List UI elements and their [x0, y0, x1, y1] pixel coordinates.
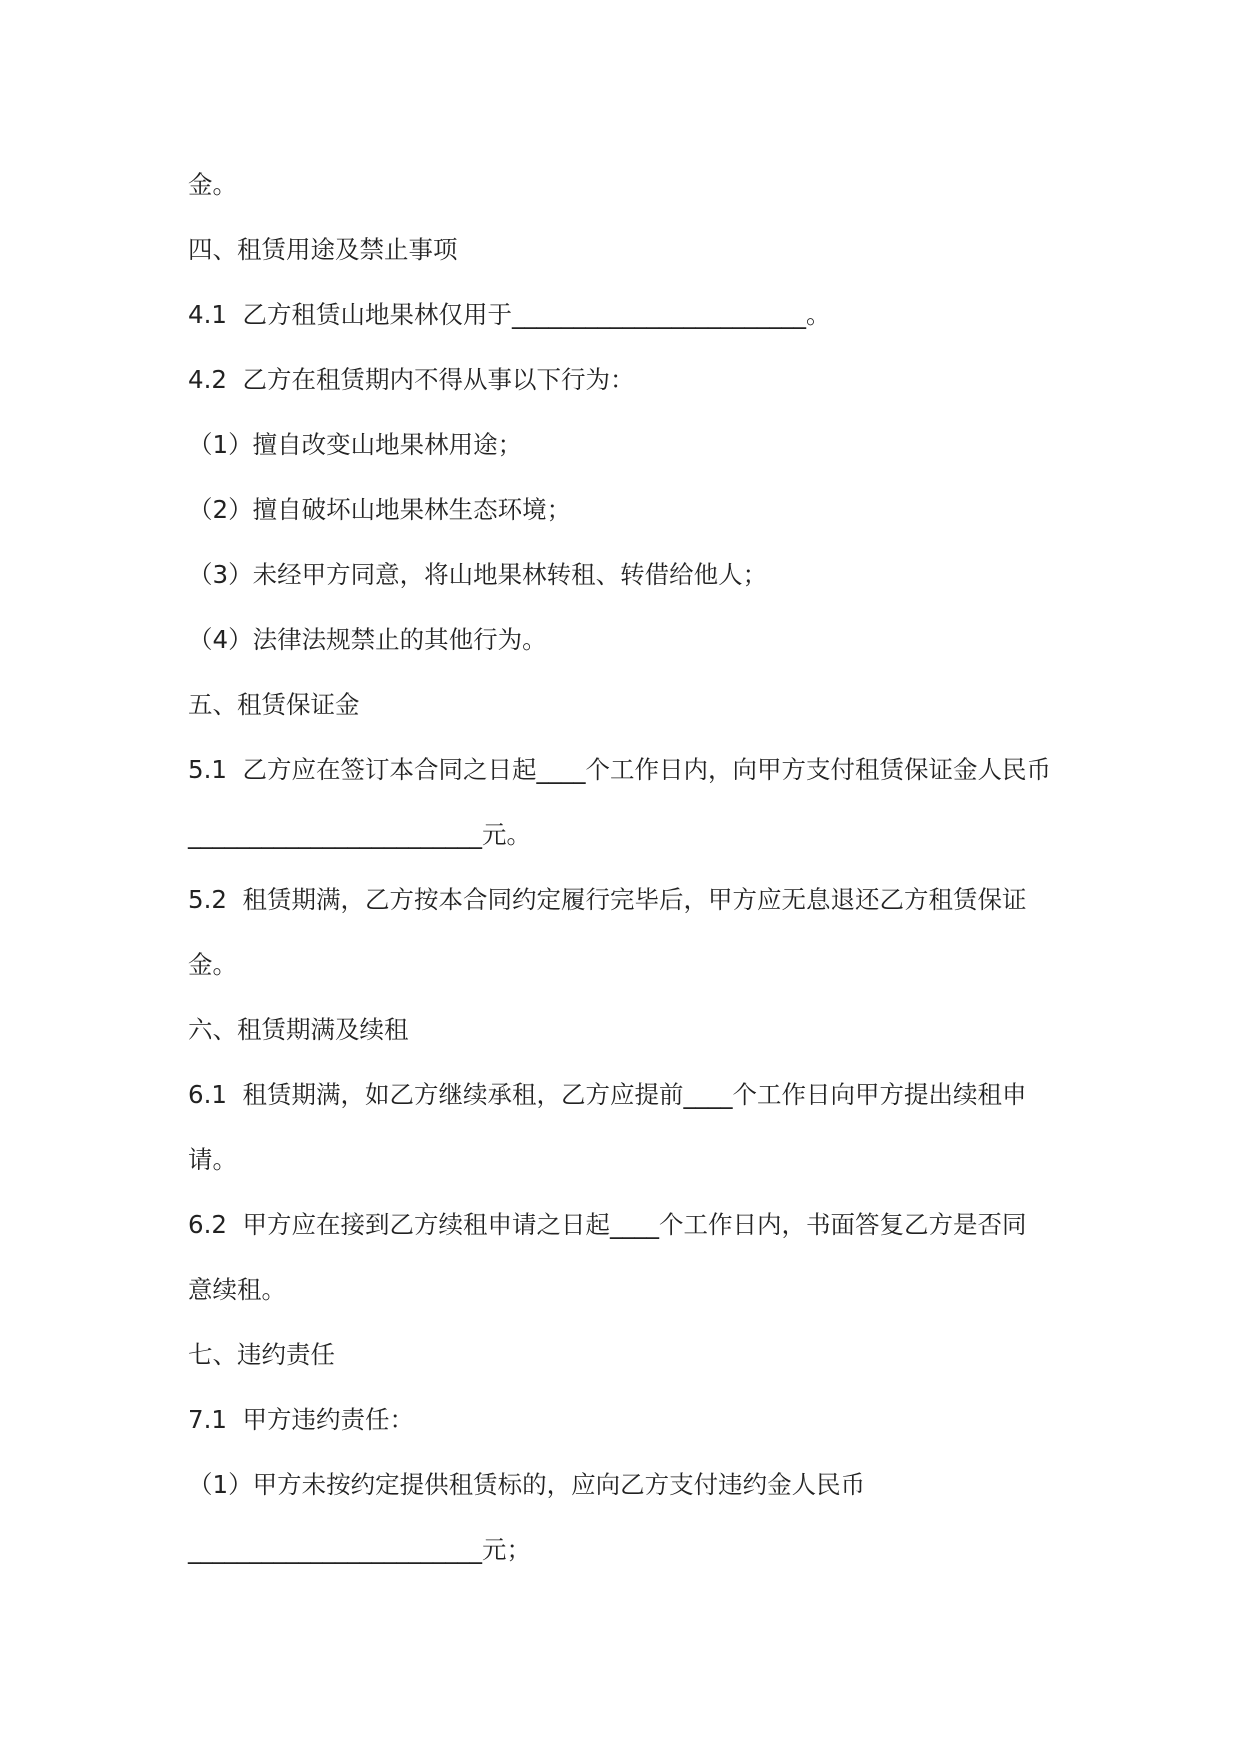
- clause-6-2-continued: 意续租。: [188, 1275, 286, 1304]
- section-4-heading: 四、租赁用途及禁止事项: [188, 235, 458, 264]
- clause-7-1: 7.1 甲方违约责任：: [188, 1405, 415, 1434]
- line-deposit-tail: 金。: [188, 170, 237, 199]
- clause-6-1: 6.1 租赁期满，如乙方继续承租，乙方应提前____个工作日向甲方提出续租申: [188, 1080, 1027, 1109]
- clause-5-2: 5.2 租赁期满，乙方按本合同约定履行完毕后，甲方应无息退还乙方租赁保证: [188, 885, 1027, 914]
- clause-6-1-continued: 请。: [188, 1145, 237, 1174]
- clause-5-1-continued: ________________________元。: [188, 820, 531, 849]
- clause-4-2-item-2: （2）擅自破坏山地果林生态环境；: [188, 495, 572, 524]
- clause-5-1: 5.1 乙方应在签订本合同之日起____个工作日内，向甲方支付租赁保证金人民币: [188, 755, 1052, 784]
- clause-4-2: 4.2 乙方在租赁期内不得从事以下行为：: [188, 365, 635, 394]
- section-6-heading: 六、租赁期满及续租: [188, 1015, 409, 1044]
- clause-5-2-continued: 金。: [188, 950, 237, 979]
- clause-7-1-item-1: （1）甲方未按约定提供租赁标的，应向乙方支付违约金人民币: [188, 1470, 866, 1499]
- clause-4-2-item-3: （3）未经甲方同意，将山地果林转租、转借给他人；: [188, 560, 768, 589]
- clause-4-2-item-4: （4）法律法规禁止的其他行为。: [188, 625, 547, 654]
- clause-4-2-item-1: （1）擅自改变山地果林用途；: [188, 430, 523, 459]
- clause-6-2: 6.2 甲方应在接到乙方续租申请之日起____个工作日内，书面答复乙方是否同: [188, 1210, 1027, 1239]
- section-7-heading: 七、违约责任: [188, 1340, 335, 1369]
- clause-4-1: 4.1 乙方租赁山地果林仅用于________________________。: [188, 300, 831, 329]
- section-5-heading: 五、租赁保证金: [188, 690, 360, 719]
- clause-7-1-item-1-continued: ________________________元；: [188, 1535, 531, 1564]
